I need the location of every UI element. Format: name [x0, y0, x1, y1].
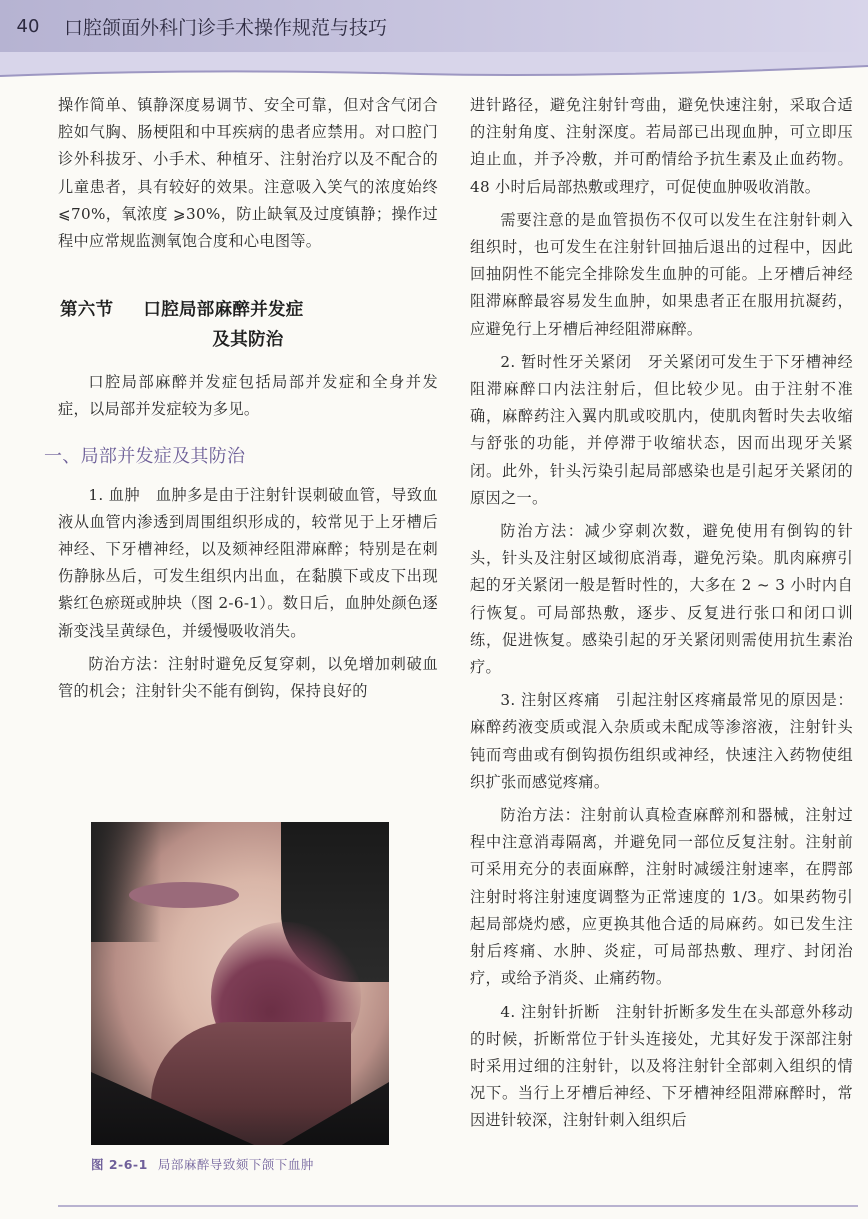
figure-lip-region	[129, 882, 239, 908]
paragraph: 口腔局部麻醉并发症包括局部并发症和全身并发症，以局部并发症较为多见。	[58, 373, 438, 419]
figure-photo	[91, 822, 389, 1145]
paragraph: 防治方法：注射时避免反复穿刺，以免增加刺破血管的机会；注射针尖不能有倒钩，保持良好的	[58, 654, 438, 701]
page-header	[0, 0, 868, 52]
section-number: 第六节	[60, 300, 114, 321]
subsection-title: 一、局部并发症及其防治	[44, 445, 246, 467]
figure-hair-region-left	[91, 822, 161, 942]
paragraph: 操作简单、镇静深度易调节、安全可靠，但对含气闭合腔如气胸、肠梗阻和中耳疾病的患者应禁用。对口腔门诊外科拔牙、小手术、种植牙、注射治疗以及不配合的儿童患者，具有较好的效果。注意吸入笑气的浓度始终 ⩽70%，氧浓度 ⩾30%，防止缺氧及过度镇静；操作过程中应常规监测氧饱合度和心电图等。	[58, 96, 438, 251]
paragraph: 1. 血肿 血肿多是由于注射针误刺破血管，导致血液从血管内渗透到周围组织形成的，较常见于上牙槽后神经、下牙槽神经，以及颏神经阻滞麻醉；特别是在刺伤静脉丛后，可发生组织内出血，在黏膜下或皮下出现紫红色瘀斑或肿块（图 2-6-1）。数日后，血肿处颜色逐渐变浅呈黄绿色，并缓慢吸收消失。	[58, 485, 438, 640]
page-number: 40	[16, 15, 40, 37]
paragraph: 防治方法：注射前认真检查麻醉剂和器械，注射过程中注意消毒隔离，并避免同一部位反复注射。注射前可采用充分的表面麻醉，注射时减缓注射速率，在腭部注射时将注射速度调整为正常速度的 1/3。如果药物引起局部烧灼感，应更换其他合适的局麻药。如已发生注射后疼痛、水肿、炎症，可局部热敷、理疗、封闭治疗，或给予消炎、止痛药物。	[470, 806, 853, 988]
header-swoosh-decoration	[0, 52, 868, 88]
left-column	[44, 92, 438, 705]
paragraph: 2. 暂时性牙关紧闭 牙关紧闭可发生于下牙槽神经阻滞麻醉口内法注射后，但比较少见。由于注射不准确，麻醉药注入翼内肌或咬肌内，使肌肉暂时失去收缩与舒张的功能，并停滞于收缩状态，因而出现牙关紧闭。此外，针头污染引起局部感染也是引起牙关紧闭的原因之一。	[470, 352, 853, 507]
paragraph: 防治方法：减少穿刺次数，避免使用有倒钩的针头，针头及注射区域彻底消毒，避免污染。肌肉麻痹引起的牙关紧闭一般是暂时性的，大多在 2 ~ 3 小时内自行恢复。可局部热敷，逐步、反复进行张口和闭口训练，促进恢复。感染引起的牙关紧闭则需使用抗生素治疗。	[470, 522, 853, 677]
section-title-line2: 及其防治	[212, 330, 284, 351]
right-column	[470, 92, 853, 1135]
paragraph: 3. 注射区疼痛 引起注射区疼痛最常见的原因是：麻醉药液变质或混入杂质或未配成等渗溶液，注射针头钝而弯曲或有倒钩损伤组织或神经，快速注入药物使组织扩张而感觉疼痛。	[470, 691, 853, 791]
book-title: 口腔颌面外科门诊手术操作规范与技巧	[64, 16, 388, 39]
section-title-line1: 口腔局部麻醉并发症	[143, 300, 304, 321]
figure-label: 图 2-6-1	[91, 1157, 148, 1172]
section-title	[58, 295, 438, 355]
paragraph: 4. 注射针折断 注射针折断多发生在头部意外移动的时候，折断常位于针头连接处，尤其好发于深部注射时采用过细的注射针，以及将注射针全部刺入组织的情况下。当行上牙槽后神经、下牙槽神经阻滞麻醉时，常因进针较深，注射针刺入组织后	[470, 1002, 853, 1130]
paragraph: 进针路径，避免注射针弯曲，避免快速注射，采取合适的注射角度、注射深度。若局部已出现血肿，可立即压迫止血，并予冷敷，并可酌情给予抗生素及止血药物。48 小时后局部热敷或理疗，可促使血肿吸收消散。	[470, 96, 853, 196]
bottom-rule	[58, 1205, 858, 1207]
figure-caption	[91, 1155, 314, 1173]
paragraph: 需要注意的是血管损伤不仅可以发生在注射针刺入组织时，也可发生在注射针回抽后退出的过程中，因此回抽阴性不能完全排除发生血肿的可能。上牙槽后神经阻滞麻醉最容易发生血肿，如果患者正在服用抗凝药，应避免行上牙槽后神经阻滞麻醉。	[470, 210, 853, 338]
figure-caption-text: 局部麻醉导致颏下颌下血肿	[157, 1157, 314, 1172]
